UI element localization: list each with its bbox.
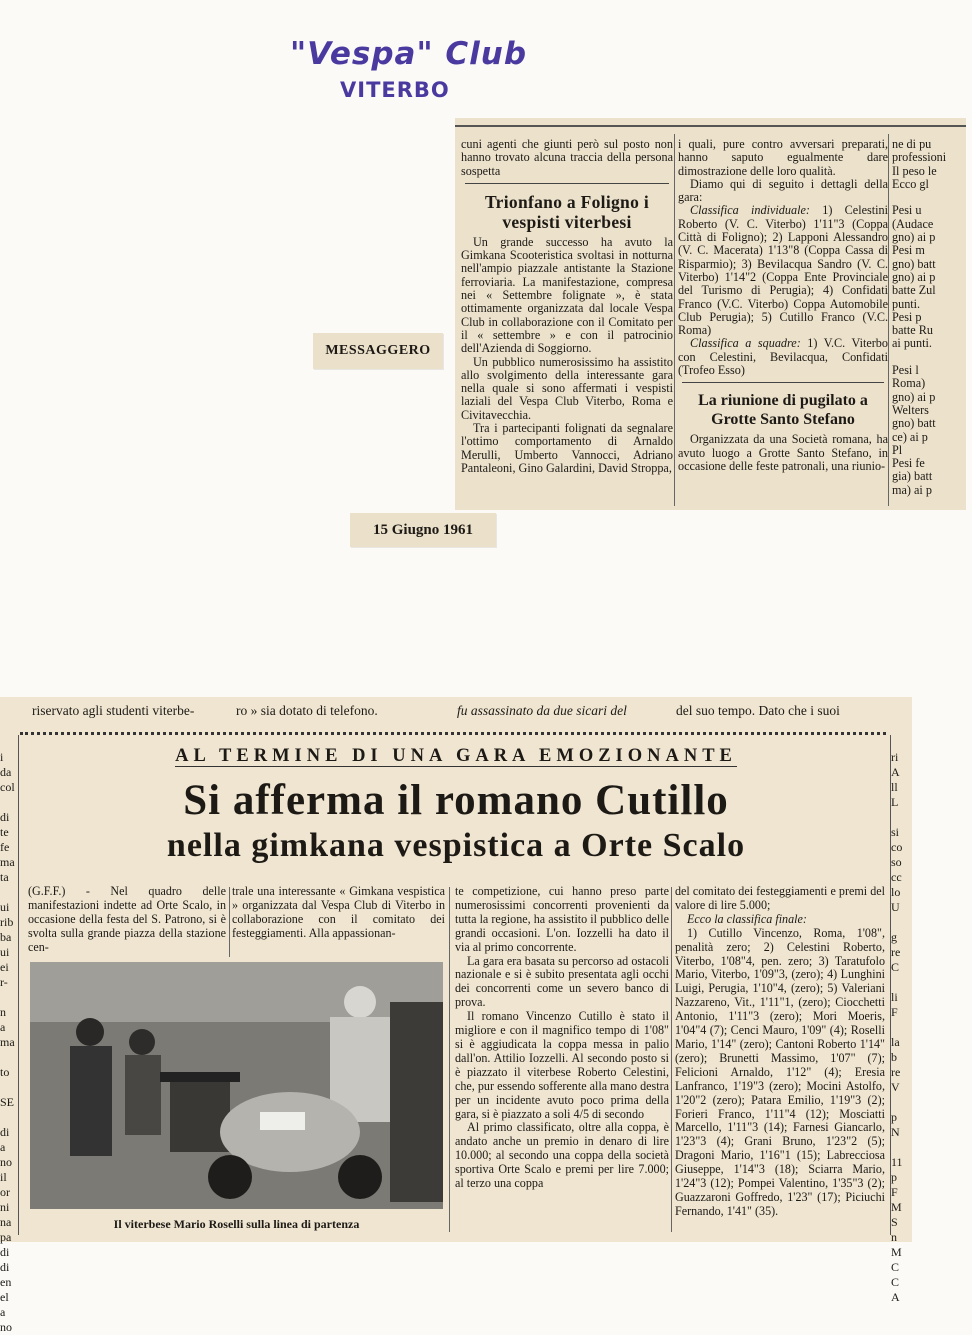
cut-line: (Audace (892, 216, 934, 231)
cut-line (892, 191, 972, 204)
cut-line: di (0, 1260, 10, 1274)
cut-line: M (891, 1245, 902, 1259)
paragraph: Un grande successo ha avuto la Gimkana Scooteristica svoltasi in notturna nell'ampio piazzale antistante la Stazione ferroviaria. La manifestazione, compresa nei « Settembre folignate », è stata ottimamente organizzata dal locale Vespa Club in collaborazione con il Comitato per il « settembre » e con il patrocinio dell'Azienda di Soggiorno. (461, 234, 673, 356)
cut-line: ui (0, 900, 10, 914)
cut-line: a (0, 1140, 6, 1154)
cut-line: g (891, 930, 897, 944)
cut-line: A (891, 765, 900, 779)
cut-line: batte Zul (892, 283, 936, 298)
cut-line (0, 1050, 18, 1065)
date-label: 15 Giugno 1961 (350, 513, 496, 547)
cut-line: no (0, 1155, 12, 1169)
cut-line: ni (0, 1200, 10, 1214)
dotted-rule (20, 732, 886, 735)
cut-line: N (891, 1125, 900, 1139)
cut-line: punti. (892, 296, 921, 311)
strip-text: riservato agli studenti viterbe- (32, 703, 195, 718)
cut-line: C (891, 1260, 900, 1274)
cut-line: cc (891, 870, 902, 884)
results-label: Classifica individuale: (690, 203, 810, 218)
cut-line: to (0, 1065, 10, 1079)
cut-line: so (891, 855, 902, 869)
cut-line: di (0, 1245, 10, 1259)
separator (682, 382, 884, 383)
clipping-foligno (455, 118, 966, 510)
column-divider (671, 887, 672, 1232)
cut-line: lo (891, 885, 901, 899)
cut-line: ei (0, 960, 9, 974)
strip-text: fu assassinato da due sicari del (457, 703, 627, 718)
cut-line (0, 990, 18, 1005)
neighbor-column-left (0, 735, 19, 1334)
article-column-d (675, 885, 885, 1219)
cut-line: di (0, 810, 10, 824)
results-label: Classifica a squadre: (690, 336, 801, 351)
cut-line: na (0, 1215, 12, 1229)
paragraph: Il romano Vincenzo Cutillo è stato il migliore e con il magnifico tempo di 1'08" si è aggiudicata la coppa messa in palio dall'on. Attilio Iozzelli. Al secondo posto si è piazzato il viterbese Roberto Celestini, che, pur essendo sofferente alla mano destra per un incidente avuto poco prima della gara, si è piazzato a soli 4/5 di secondo (455, 1009, 669, 1121)
cut-line: professioni (892, 150, 947, 165)
cut-line: U (891, 900, 900, 914)
cut-line: ce) ai p (892, 429, 928, 444)
strip-text: del suo tempo. Dato che i suoi (676, 703, 840, 718)
cut-line: V (891, 1080, 900, 1094)
cut-line (891, 915, 913, 930)
paragraph: trale una interessante « Gimkana vespistica » organizzata dal Vespa Club di Viterbo in collaborazione con il comitato dei festeggiamenti. Alla appassionan- (232, 884, 445, 940)
cut-line: L (891, 795, 899, 809)
cut-line: la (891, 1035, 900, 1049)
newspaper-label: MESSAGGERO (313, 333, 443, 369)
cut-line (0, 795, 18, 810)
results-text: 1) V.C. Viterbo con Celestini, Bevilacqua, Confidati (Trofeo Esso) (678, 336, 888, 378)
paragraph: La gara era basata su percorso ad ostacoli nazionale e si è subito presentata agli occhi dei concorrenti come un severo banco di prova. (455, 953, 669, 1010)
cut-line: ba (0, 930, 12, 944)
cut-line (891, 1095, 913, 1110)
club-stamp-name: "Vespa" Club (290, 36, 528, 72)
cut-line: Pesi u (892, 203, 922, 218)
cut-line: Pesi p (892, 309, 922, 324)
cut-line: ui (0, 945, 10, 959)
club-stamp-city: VITERBO (340, 78, 450, 102)
cut-line: Pl (892, 442, 903, 457)
paragraph: (G.F.F.) - Nel quadro delle manifestazioni indette ad Orte Scalo, in occasione della festa del S. Patrono, si è svolta sulla grande piazza della stazione cen- (28, 884, 226, 954)
cut-line: fe (0, 840, 10, 854)
cut-line: i (0, 750, 4, 764)
cut-line: C (891, 960, 900, 974)
cut-line: ll (891, 780, 898, 794)
column-divider (229, 887, 230, 957)
cut-line: SE (0, 1095, 15, 1109)
cut-line: a (0, 1305, 6, 1319)
cut-line: da (0, 765, 12, 779)
cut-line: gno) batt (892, 416, 936, 431)
cut-line (0, 735, 18, 750)
cut-line: a (0, 1020, 6, 1034)
cut-line: Pesi m (892, 243, 925, 258)
photo-caption: Il viterbese Mario Roselli sulla linea di partenza (113, 1217, 360, 1231)
cut-line: n (0, 1005, 6, 1019)
cut-line: ai punti. (892, 336, 932, 351)
cut-line (0, 885, 18, 900)
photo-start-line (30, 962, 443, 1209)
cut-line: gia) batt (892, 469, 933, 484)
article-column-2 (678, 138, 888, 473)
paragraph: Al primo classificato, oltre alla coppa, è andato anche un premio in denaro di lire 10.000; al secondo una coppa della società sportiva Orte Scalo e premi per lire 7.000; al terzo una coppa (455, 1120, 669, 1191)
article-column-a (28, 885, 226, 955)
cut-line: re (891, 1065, 901, 1079)
cut-line (891, 735, 913, 750)
article-column-3-cut (892, 138, 972, 497)
cut-line: ne di pu (892, 137, 932, 151)
cut-line: Ecco gl (892, 176, 929, 191)
cut-line: batte Ru (892, 323, 933, 338)
cut-line: col (0, 780, 15, 794)
headline-main: Si afferma il romano Cutillo (183, 777, 729, 824)
paragraph: i quali, pure contro avversari preparati, hanno saputo egualmente dare dimostrazione delle loro qualità. (678, 137, 888, 178)
cut-line: no (0, 1320, 12, 1334)
strip-text: ro » sia dotato di telefono. (236, 703, 378, 718)
cut-line: gno) ai p (892, 389, 936, 404)
cut-line (0, 1080, 18, 1095)
neighbor-column-right (890, 735, 913, 1304)
cut-line: gno) batt (892, 256, 936, 271)
cut-line: rib (0, 915, 14, 929)
cut-line: r- (0, 975, 8, 989)
cut-line: si (891, 825, 900, 839)
paragraph: Tra i partecipanti folignati da segnalare l'ottimo comportamento di Arnaldo Merulli, Umberto Vannocci, Adriano Pantaleoni, Gino Galardini, David Stroppa, (461, 421, 673, 475)
paragraph: Un pubblico numerosissimo ha assistito allo svolgimento della interessante gara nella quale si sono affermati i vespisti laziali del Vespa Club Viterbo, Roma e Civitavecchia. (461, 354, 673, 422)
cut-line: Welters (892, 402, 929, 417)
paragraph: Diamo qui di seguito i dettagli della gara: (678, 176, 888, 205)
article-column-b (232, 885, 445, 941)
cut-line: A (891, 1290, 900, 1304)
cut-line: p (891, 1170, 897, 1184)
headline-foligno: Trionfano a Foligno i vespisti viterbesi (485, 191, 649, 232)
cut-line: co (891, 840, 903, 854)
cut-line: ta (0, 870, 9, 884)
cut-line (891, 1020, 913, 1035)
cut-line: S (891, 1215, 898, 1229)
column-divider (674, 134, 675, 506)
cut-line (891, 1140, 913, 1155)
cut-line: ri (891, 750, 899, 764)
paragraph: Organizzata da una Società romana, ha avuto luogo a Grotte Santo Stefano, in occasione delle feste patronali, una riunio- (678, 432, 888, 473)
cut-line: li (891, 990, 898, 1004)
cut-line (891, 810, 913, 825)
paragraph: te competizione, cui hanno preso parte numerosissimi concorrenti provenienti da tutta la regione, ha assistito il pubblico delle grandi occasioni. L'on. Iozzelli ha dato il via al primo concorrente. (455, 884, 669, 954)
cut-line: n (891, 1230, 897, 1244)
cut-line: Pesi l (892, 363, 919, 378)
cut-line: Pesi fe (892, 456, 925, 471)
cut-line: ma) ai p (892, 482, 932, 497)
cut-line: 11 (891, 1155, 903, 1169)
cut-line: Il peso le (892, 163, 937, 178)
cut-line: F (891, 1005, 898, 1019)
previous-text-strip (0, 697, 912, 727)
results-individual (678, 204, 888, 337)
paragraph: cuni agenti che giunti però sul posto non hanno trovato alcuna traccia della persona sospetta (461, 137, 673, 178)
cut-line: Roma) (892, 376, 926, 391)
cut-line: ma (0, 855, 15, 869)
column-divider (449, 887, 450, 1232)
kicker (30, 746, 882, 767)
paragraph: del comitato dei festeggiamenti e premi del valore di lire 5.000; (675, 884, 885, 912)
cut-line: F (891, 1185, 898, 1199)
cut-line: C (891, 1275, 900, 1289)
clipping-orte-scalo (0, 697, 912, 1334)
cut-line: pa (0, 1230, 12, 1244)
kicker-text: AL TERMINE DI UNA GARA EMOZIONANTE (175, 746, 737, 766)
final-results: 1) Cutillo Vincenzo, Roma, 1'08", penalità zero; 2) Celestini Roberto, Viterbo, 1'08"4, pen. zero; 3) Taratufolo Mario, Viterbo, 1'09"3, (zero); 4) Lunghini Luigi, Perugia, 1'10"4, (zero); 5) Valeriani Nazzareno, Vit., 1'11"1, (zero); Ciocchetti Antonio, 1'11"3 (zero); Mori Moeris, 1'04"4 (7); Cenci Mauro, 1'09" (4); Roselli Mario, 1'14" (zero); Cantoni Roberto 1'14" (zero); Brunetti Massimo, 1'07" (7); Felicioni Arnaldo, 1'12" (4); Eresia Lanfranco, 1'19"3 (zero); Mocini Astolfo, 1'20"2 (zero); Patara Emilio, 1'19"3 (2); Forieri Franco, 1'11"4 (12); Mosciatti Marcello, 1'11"3 (14); Farnesi Giancarlo, 1'23"3 (4); Grani Bruno, 1'23"2 (5); Dragoni Mario, 1'16"1 (15); Labrecciosa Giuseppe, 1'14"3 (18); Sciarra Mario, 1'24"3 (12); Pompei Valentino, 1'35"3 (2); Guazzaroni Goffredo, 1'23" (17); Piciuchi Fernando, 1'41" (35). (675, 925, 885, 1218)
cut-line: b (891, 1050, 897, 1064)
cut-line: ma (0, 1035, 15, 1049)
article-column-1 (461, 138, 673, 475)
photo-scene (30, 962, 443, 1209)
cut-line: di (0, 1125, 10, 1139)
column-divider (888, 134, 889, 506)
headline-sub: nella gimkana vespistica a Orte Scalo (166, 827, 746, 864)
paragraph: Ecco la classifica finale: (687, 911, 807, 926)
cut-line: gno) ai p (892, 269, 936, 284)
cut-line (891, 975, 913, 990)
cut-line: el (0, 1290, 9, 1304)
cut-line: re (891, 945, 901, 959)
results-text: 1) Celestini Roberto (V. C. Viterbo) 1'11"3 (Coppa Città di Foligno); 2) Lapponi Alessandro (V. C. Macerata) 1'13"8 (Coppa Cassa di Risparmio); 3) Bevilacqua Sandro (V. C. Viterbo) 1'14"2 (Coppa Ente Provinciale del Turismo di Perugia); 4) Confidati Franco (V.C. Viterbo) Coppa Automobile Club Perugia); 5) Cutillo Franco (V.C. Roma) (678, 203, 889, 338)
cut-line: il (0, 1170, 7, 1184)
cut-line: or (0, 1185, 10, 1199)
top-rule (455, 125, 966, 127)
cut-line: en (0, 1275, 12, 1289)
cut-line: p (891, 1110, 897, 1124)
cut-line: gno) ai p (892, 230, 936, 245)
cut-line (892, 351, 972, 364)
cut-line (0, 1110, 18, 1125)
cut-line: M (891, 1200, 902, 1214)
headline-pugilato: La riunione di pugilato a Grotte Santo Stefano (698, 392, 868, 429)
separator (465, 183, 669, 184)
article-column-c (455, 885, 669, 1191)
results-team (678, 337, 888, 377)
cut-line: te (0, 825, 9, 839)
